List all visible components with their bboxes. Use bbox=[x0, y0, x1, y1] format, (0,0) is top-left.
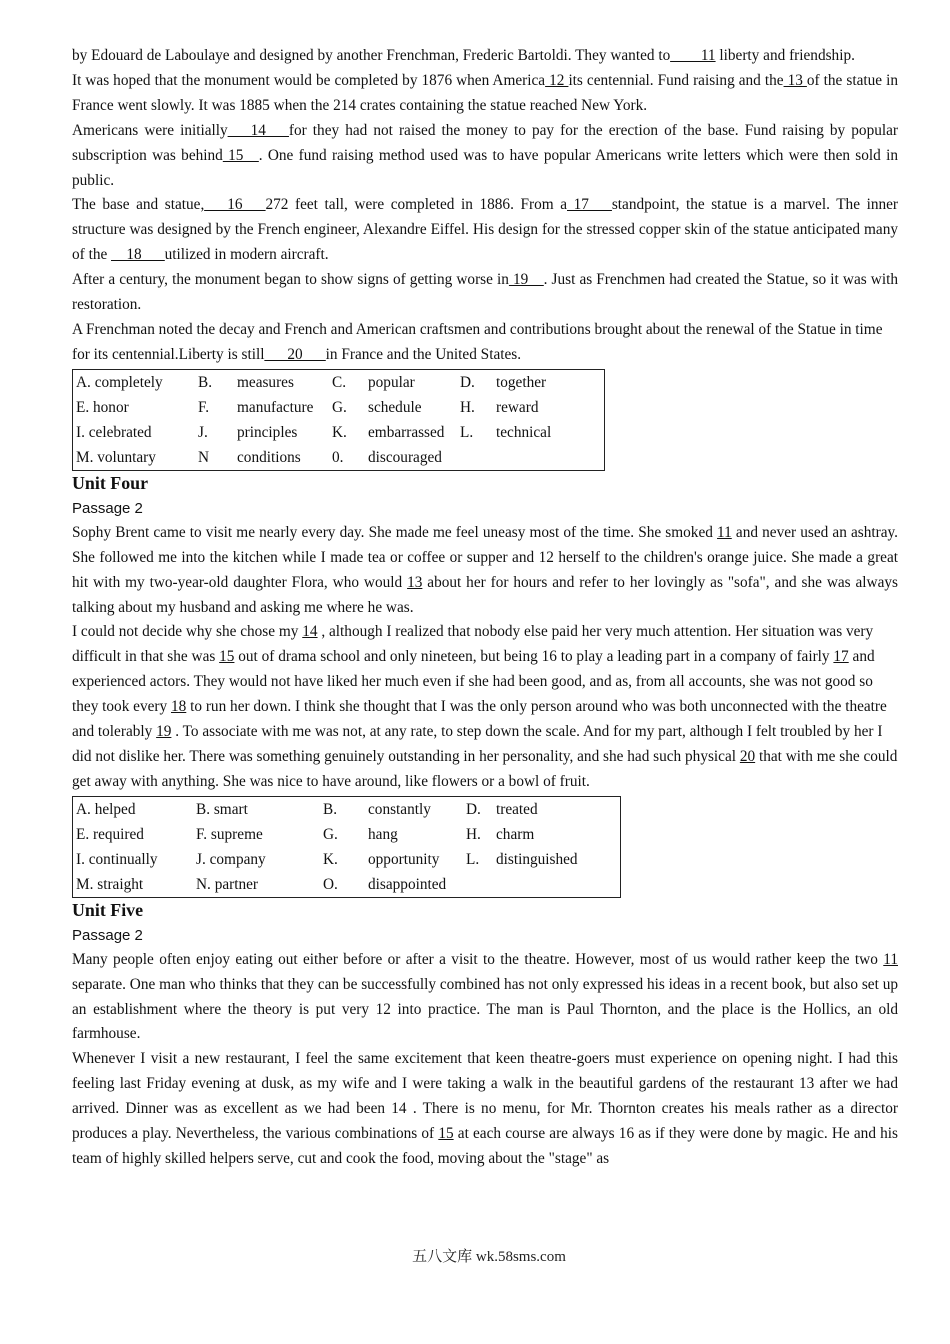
unit-four-section bbox=[72, 471, 898, 898]
word-bank-table bbox=[72, 796, 621, 898]
blank-20: 20 bbox=[739, 747, 756, 765]
paragraph: by Edouard de Laboulaye and designed by another Frenchman, Frederic Bartoldi. They wanted to____11 liberty and friendship. bbox=[72, 47, 855, 64]
blank-12: 12 bbox=[545, 71, 569, 89]
document-page bbox=[72, 44, 898, 1172]
unit-title: Unit Four bbox=[72, 472, 149, 493]
blank-11: 11 bbox=[883, 950, 898, 968]
paragraph: Many people often enjoy eating out either before or after a visit to the theatre. However, most of us would rather keep the two 11 separate. One man who thinks that they can be successfully combined has not only expressed his ideas in a recent book, but also set up an establishment where the theory is put very 12 into practice. The man is Paul Thornton, and the place is the Hollics, an old farmhouse. bbox=[72, 950, 898, 1043]
blank-15: 15 bbox=[219, 648, 235, 666]
unit-five-section bbox=[72, 898, 898, 1172]
blank-11: ____11 bbox=[670, 47, 716, 64]
passage-title: Passage 2 bbox=[72, 499, 143, 517]
blank-17: 17___ bbox=[567, 196, 612, 214]
paragraph: Americans were initially___14___for they had not raised the money to pay for the erection of the base. Fund raising by popular subscription was behind 15__. One fund raising method used was to have popular Americans write letters which were then sold in public. bbox=[72, 121, 899, 189]
word-bank-row: M. straight N. partner O. disappointed bbox=[76, 875, 447, 893]
word-bank-row: I. continually J. company K. opportunity L. distinguished bbox=[76, 850, 578, 868]
blank-18: __18___ bbox=[111, 246, 165, 264]
word-bank-row: E. honor F. manufacture G. schedule H. reward bbox=[76, 398, 539, 416]
word-bank-row: A. helped B. smart B. constantly D. treated bbox=[76, 800, 538, 818]
paragraph: Whenever I visit a new restaurant, I feel the same excitement that keen theatre-goers must experience on opening night. I had this feeling last Friday evening at dusk, as my wife and I were taking a walk in the beautiful gardens of the restaurant 13 after we had arrived. Dinner was as excellent as we had been 14 . There is no menu, for Mr. Thornton creates his meals rather as a director produces a play. Nevertheless, the various combinations of 15 at each course are always 16 as if they were done by magic. He and his team of highly skilled helpers serve, cut and cook the food, moving about the "stage" as bbox=[72, 1050, 899, 1167]
paragraph: Sophy Brent came to visit me nearly every day. She made me feel uneasy most of the time. She smoked 11 and never used an ashtray. She followed me into the kitchen while I made tea or coffee or supper and 12 herself to the children's orange juice. She made a great hit with my two-year-old daughter Flora, who would 13 about her for hours and refer to her lovingly as "sofa", and she was always talking about my husband and asking me where he was. bbox=[72, 523, 898, 616]
blank-17: 17 bbox=[833, 648, 849, 666]
blank-13: 13 bbox=[407, 573, 423, 591]
blank-15: 15__ bbox=[222, 146, 259, 164]
unit-title: Unit Five bbox=[72, 899, 144, 920]
paragraph: I could not decide why she chose my 14 , although I realized that nobody else paid her very much attention. Her situation was very difficult in that she was 15 out of drama school and only nineteen, but being 16 to play a leading part in a company of fairly 17 and experienced actors. They would not have liked her much even if she had been good, and as, from all accounts, she was not good so they took every 18 to run her down. I think she thought that I was the only person around who was both unconnected with the theatre and tolerably 19 . To associate with me was not, at any rate, to step down the scale. And for my part, although I felt troubled by her I did not dislike her. There was something genuinely outstanding in her personality, and she had such physical 20 that with me she could get away with anything. She was nice to have around, like flowers or a bowl of fruit. bbox=[72, 623, 898, 790]
word-bank-row: M. voluntary N conditions 0. discouraged bbox=[76, 448, 442, 466]
blank-19: 19 bbox=[156, 723, 172, 741]
word-bank-table bbox=[72, 369, 605, 471]
paragraph: It was hoped that the monument would be completed by 1876 when America 12 its centennial. Fund raising and the 13 of the statue in France went slowly. It was 1885 when the 214 crates containing the statue reached New York. bbox=[72, 71, 898, 114]
word-bank-row: A. completely B. measures C. popular D. together bbox=[76, 373, 547, 391]
paragraph: After a century, the monument began to show signs of getting worse in 19__. Just as Frenchmen had created the Statue, so it was with restoration. bbox=[72, 271, 898, 314]
blank-14: 14 bbox=[302, 623, 318, 641]
blank-11: 11 bbox=[717, 523, 732, 541]
blank-18: 18 bbox=[170, 698, 187, 716]
word-bank-row: I. celebrated J. principles K. embarrassed L. technical bbox=[76, 423, 552, 441]
word-bank-row: E. required F. supreme G. hang H. charm bbox=[76, 825, 535, 843]
blank-19: 19__ bbox=[508, 271, 544, 289]
paragraph: A Frenchman noted the decay and French and American craftsmen and contributions brought about the renewal of the Statue in time for its centennial.Liberty is still___20___in France and the United States. bbox=[72, 320, 883, 363]
unit-three-passage bbox=[72, 44, 898, 471]
blank-20: ___20___ bbox=[264, 345, 326, 363]
passage-title: Passage 2 bbox=[72, 926, 143, 944]
blank-13: 13 bbox=[783, 71, 807, 89]
footer-watermark: 五八文库 wk.58sms.com bbox=[412, 1249, 566, 1265]
blank-14: ___14___ bbox=[227, 121, 289, 139]
paragraph: The base and statue,___16___272 feet tall, were completed in 1886. From a 17___standpoint, the statue is a marvel. The inner structure was designed by the French engineer, Alexandre Eiffel. His design for the stressed copper skin of the statue anticipated many of the __18___utilized in modern aircraft. bbox=[72, 196, 899, 264]
blank-16: ___16___ bbox=[204, 196, 266, 214]
blank-15: 15 bbox=[438, 1125, 454, 1143]
